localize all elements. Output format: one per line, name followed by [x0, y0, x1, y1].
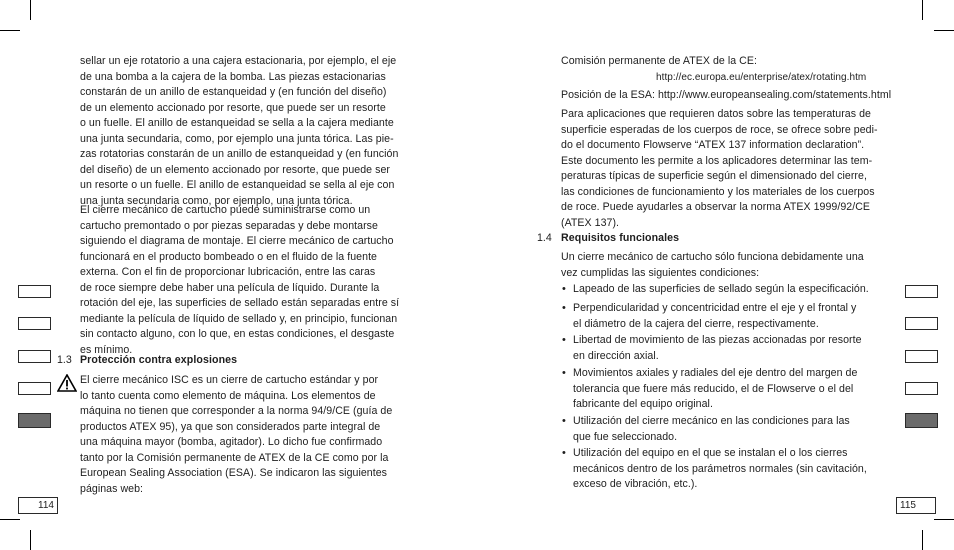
chapter-tab-1[interactable]	[905, 285, 938, 298]
esa-position-line[interactable]: Posición de la ESA: http://www.europeansealing.com/statements.html	[561, 89, 892, 101]
bullet-marker: •	[562, 447, 566, 459]
list-item: Perpendicularidad y concentricidad entre el eje y el frontal y el diámetro de la cajera del cierre, respectivamente.	[573, 302, 857, 330]
atex-commission-label: Comisión permanente de ATEX de la CE:	[561, 55, 757, 67]
bullet-marker: •	[562, 367, 566, 379]
list-item: Libertad de movimiento de las piezas accionadas por resorte en dirección axial.	[573, 334, 862, 362]
bullet-marker: •	[562, 415, 566, 427]
bullet-marker: •	[562, 334, 566, 346]
chapter-tab-4[interactable]	[905, 382, 938, 395]
page-number-right: 115	[900, 500, 916, 511]
atex-commission-url[interactable]: http://ec.europa.eu/enterprise/atex/rotating.htm	[656, 72, 867, 83]
list-item: Utilización del equipo en el que se instalan el o los cierres mecánicos dentro de los parámetros normales (sin cavitación, exceso de vibración, etc.).	[573, 447, 867, 490]
section-number-1-3: 1.3	[57, 354, 72, 366]
left-paragraph-2: El cierre mecánico de cartucho puede suministrarse como un cartucho premontado o por piezas separadas y debe montarse siguiendo el diagrama de montaje. El cierre mecánico de cartucho funcionará en el producto bombeado o en el fluido de la fuente externa. Con el fin de proporcionar lubricación, entre las caras de roce siempre debe haber una película de líquido. Durante la rotación del eje, las superficies de sellado están separadas entre sí mediante la película de líquido de sellado y, en principio, funcionan sin contacto alguno, con lo que, en estas condiciones, el desgaste es mínimo.	[80, 204, 400, 356]
chapter-tab-2[interactable]	[18, 317, 51, 330]
list-item: Movimientos axiales y radiales del eje dentro del margen de tolerancia que fuere más reducido, el de Flowserve o el del fabricante del equipo original.	[573, 367, 858, 410]
chapter-tab-4[interactable]	[18, 382, 51, 395]
chapter-tab-3[interactable]	[905, 350, 938, 363]
page-number-left: 114	[38, 500, 54, 511]
chapter-tab-active[interactable]	[18, 413, 51, 428]
chapter-tab-1[interactable]	[18, 285, 51, 298]
functional-requirements-intro: Un cierre mecánico de cartucho sólo funciona debidamente una vez cumplidas las siguientes condiciones:	[561, 251, 864, 279]
left-paragraph-1: sellar un eje rotatorio a una cajera estacionaria, por ejemplo, el eje de una bomba a la cajera de la bomba. Las piezas estacionarias constarán de un anillo de estanqueidad y (en función del diseño) de un elemento accionado por resorte, que puede ser un resorte o un fuelle. El anillo de estanqueidad se sella a la cajera mediante una junta secundaria, como, por ejemplo una junta tórica. Las pie- zas rotatorias constarán de un anillo de estanqueidad y (en función del diseño) de un elemento accionado por resorte, que puede ser un resorte o un fuelle. El anillo de estanqueidad se sella al eje con una junta secundaria como, por ejemplo, una junta tórica.	[80, 55, 399, 207]
warning-triangle-icon	[57, 374, 77, 392]
list-item: Utilización del cierre mecánico en las condiciones para las que fue seleccionado.	[573, 415, 850, 443]
page-number-box-left	[18, 497, 58, 514]
explosion-protection-paragraph: El cierre mecánico ISC es un cierre de cartucho estándar y por lo tanto cuenta como elemento de máquina. Los elementos de máquina no tienen que corresponder a la norma 94/9/CE (guía de productos ATEX 95), ya que son considerados parte integral de una máquina mayor (bomba, agitador). Lo dicho fue confirmado tanto por la Comisión permanente de ATEX de la CE como por la European Sealing Association (ESA). Se indicaron las siguientes páginas web:	[80, 374, 393, 495]
list-item: Lapeado de las superficies de sellado según la especificación.	[573, 283, 869, 295]
bullet-marker: •	[562, 302, 566, 314]
page-number-box-right	[896, 497, 936, 514]
chapter-tab-3[interactable]	[18, 350, 51, 363]
section-title-functional-requirements: Requisitos funcionales	[561, 232, 680, 244]
section-title-explosion-protection: Protección contra explosiones	[80, 354, 238, 366]
surface-temperature-paragraph: Para aplicaciones que requieren datos sobre las temperaturas de superficie esperadas de los cuerpos de roce, se ofrece sobre pedi- do el documento Flowserve “ATEX 137 information declaration”. Este documento les permite a los aplicadores determinar las tem- peraturas típicas de superficie según el dimensionado del cierre, las condiciones de funcionamiento y los materiales de los cuerpos de roce. Puede ayudarles a observar la norma ATEX 1999/92/CE (ATEX 137).	[561, 108, 878, 229]
chapter-tab-2[interactable]	[905, 317, 938, 330]
bullet-marker: •	[562, 283, 566, 295]
chapter-tab-active[interactable]	[905, 413, 938, 428]
section-number-1-4: 1.4	[537, 232, 552, 244]
